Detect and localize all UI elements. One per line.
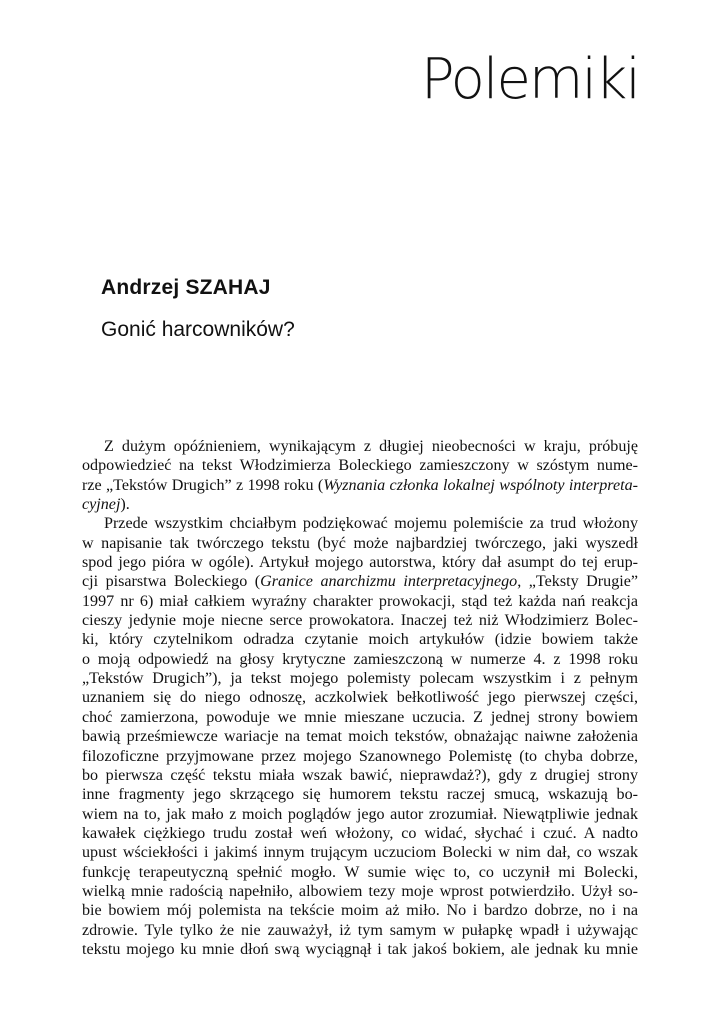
paragraph-line: zdrowie. Tyle tylko że nie zauważył, iż tym samym w pułapkę wpadł i używając [82,921,638,939]
paragraph-line: bawią prześmiewcze wariacje na temat moich tekstów, obnażając naiwne założenia [82,728,638,746]
paragraph-line: spod jego pióra w ogóle). Artykuł mojego autorstwa, który dał asumpt do tej erup- [82,554,638,572]
paragraph-line: rze „Tekstów Drugich” z 1998 roku (Wyznania członka lokalnej wspólnoty interpreta- [82,476,638,494]
paragraph-line: cji pisarstwa Boleckiego (Granice anarchizmu interpretacyjnego, „Teksty Drugie” [82,573,638,591]
paragraph-line: bie bowiem mój polemista na tekście moim aż miło. No i bardzo dobrze, no i na [82,902,638,920]
paragraph-line: wiem na to, jak mało z moich poglądów jego autor zrozumiał. Niewątpliwie jednak [82,805,638,823]
paragraph-line: w napisanie tak twórczego tekstu (być może najbardziej twórczego, jaki wyszedł [82,534,638,552]
paragraph-line: wielką mnie radością napełniło, albowiem tezy moje wprost potwierdziło. Użył so- [82,882,638,900]
paragraph-line: inne fragmenty jego skrzącego się humorem tekstu raczej smucą, wskazują bo- [82,786,638,804]
article-body [82,437,638,959]
paragraph-line: o moją odpowiedź na głosy krytyczne zamieszczoną w numerze 4. z 1998 roku [82,650,638,668]
paragraph-line: filozoficzne przyjmowane przez mojego Szanownego Polemistę (to chyba dobrze, [82,747,638,765]
paragraph-line: Z dużym opóźnieniem, wynikającym z długiej nieobecności w kraju, próbuję [104,438,638,455]
article-author: Andrzej SZAHAJ [101,276,271,299]
paragraph-line: Przede wszystkim chciałbym podziękować mojemu polemiście za trud włożony [104,515,638,533]
paragraph-line: funkcję terapeutyczną spełnić mogło. W sumie więc to, co uczynił mi Bolecki, [82,863,638,881]
paragraph-line: odpowiedzieć na tekst Włodzimierza Boleckiego zamieszczony w szóstym nume- [82,457,638,475]
paragraph-line: bo pierwsza część tekstu miała wszak bawić, nieprawdaż?), gdy z drugiej strony [82,766,638,784]
italic-title: Wyznania członka lokalnej wspólnoty interpreta- [323,476,638,494]
paragraph-line: 1997 nr 6) miał całkiem wyraźny charakter prowokacji, stąd też każda nań reakcja [82,592,638,610]
paragraph-line: kawałek ciężkiego trudu został weń włożony, co widać, słychać i czuć. A nadto [82,824,638,842]
paragraph-line: cyjnej). [82,496,130,514]
section-title: Polemiki [420,47,639,112]
paragraph-line: upust wściekłości i jakimś innym trującym uczuciom Bolecki w nim dał, co wszak [82,844,638,862]
paragraph-line: uznaniem się do niego odnoszę, aczkolwiek bełkotliwość jego pierwszej części, [82,689,638,707]
paragraph-line: tekstu mojego ku mnie dłoń swą wyciągnął i tak jakoś bokiem, ale jednak ku mnie [82,940,638,958]
paragraph-line: cieszy jedynie moje niecne serce prowokatora. Inaczej też niż Włodzimierz Bolec- [82,612,638,630]
paragraph-line: „Tekstów Drugich”), ja tekst mojego polemisty polecam wszystkim i z pełnym [82,670,638,688]
article-title: Gonić harcowników? [101,318,295,341]
italic-title: Granice anarchizmu interpretacyjnego [260,573,518,591]
paragraph-line: ki, który czytelnikom odradza czytanie moich artykułów (idzie bowiem także [82,631,638,649]
italic-title: cyjnej [82,496,121,514]
paragraph-line: choć zamierzona, powoduje we mnie mieszane uczucia. Z jednej strony bowiem [82,708,638,726]
